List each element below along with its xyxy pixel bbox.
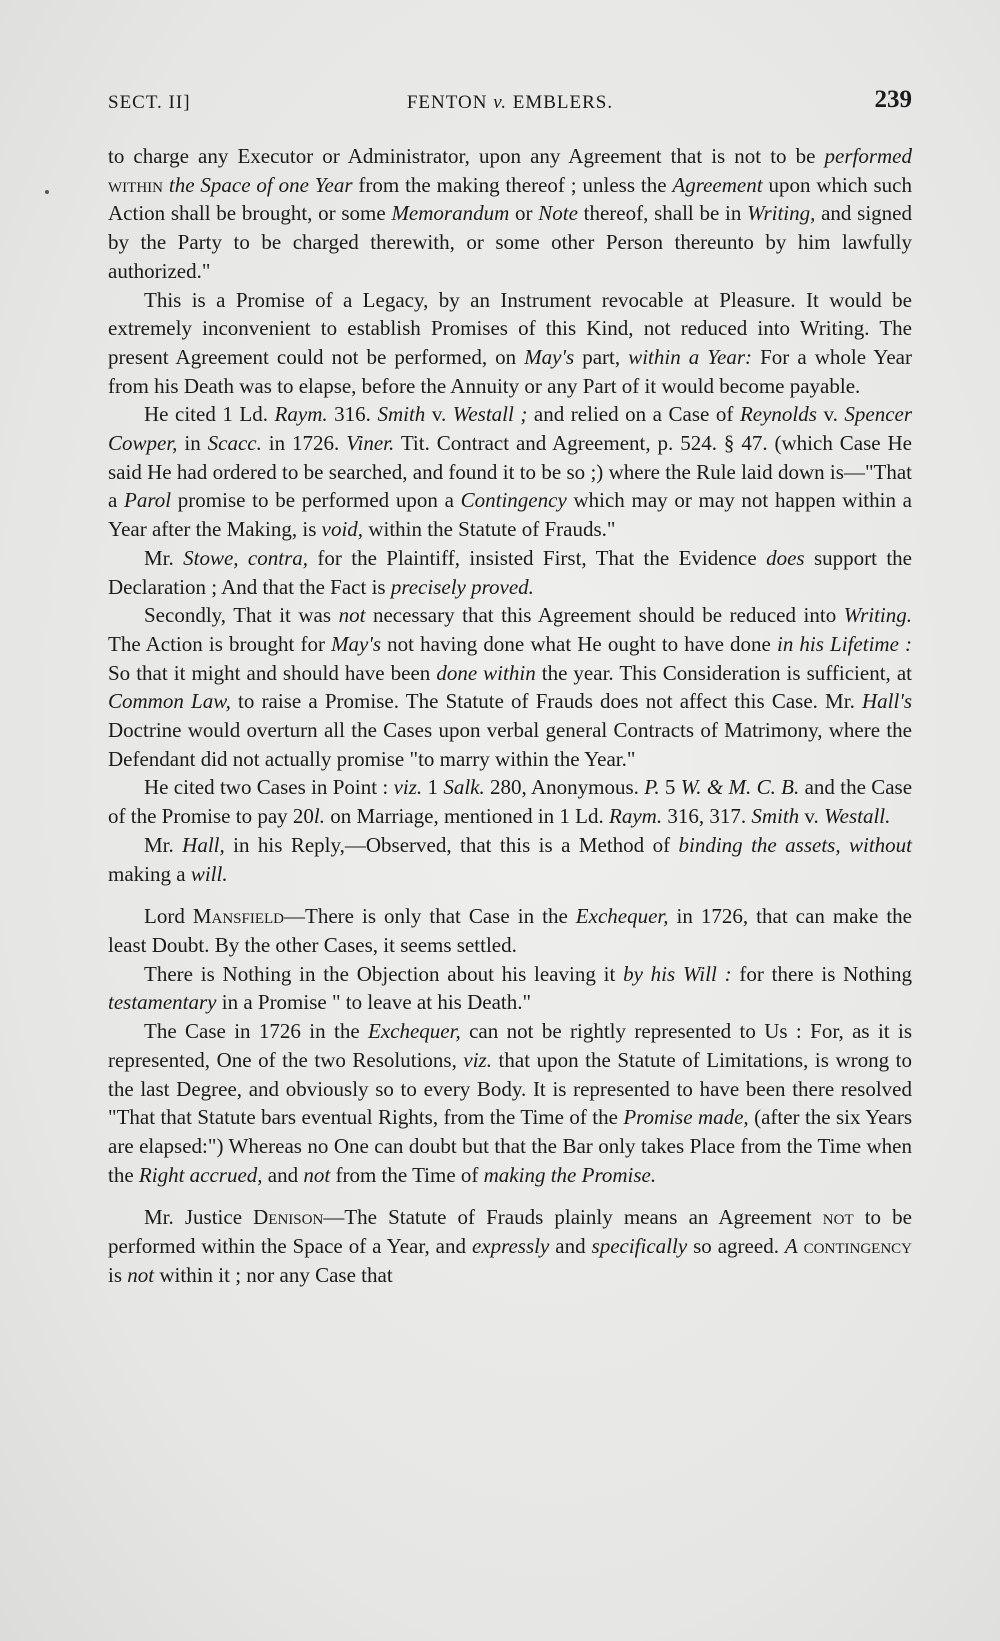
- paragraph-lord-mansfield: Lord Mansfield—There is only that Case in the Exchequer, in 1726, that can make the least Doubt. By the other Cases, it seems settled.: [108, 904, 912, 957]
- paragraph-justice-denison: Mr. Justice Denison—The Statute of Frauds plainly means an Agreement not to be performed within the Space of a Year, and expressly and specifically so agreed. A contingency is not within it ; nor any Case that: [108, 1205, 912, 1287]
- paragraph-objection-will: There is Nothing in the Objection about his leaving it by his Will : for there is Nothing testamentary in a Promise " to leave at his Death.": [108, 961, 912, 1015]
- paragraph-cases-in-point: He cited two Cases in Point : viz. 1 Salk. 280, Anonymous. P. 5 W. & M. C. B. and the Case of the Promise to pay 20l. on Marriage, mentioned in 1 Ld. Raym. 316, 317. Smith v. Westall.: [108, 775, 913, 829]
- page-number: 239: [874, 86, 912, 113]
- main-text: [108, 142, 912, 1289]
- section-label: SECT. II]: [108, 92, 191, 113]
- paragraph-statute-quote: to charge any Executor or Administrator, upon any Agreement that is not to be performed within the Space of one Year from the making thereof ; unless the Agreement upon which such Action shall be brought, or some Memorandum or Note thereof, shall be in Writing, and signed by the Party to be charged therewith, or some other Person thereunto by him lawfully authorized.": [108, 144, 912, 283]
- margin-speck: [45, 190, 49, 194]
- paragraph-cited-cases: He cited 1 Ld. Raym. 316. Smith v. Westall ; and relied on a Case of Reynolds v. Spencer Cowper, in Scacc. in 1726. Viner. Tit. Contract and Agreement, p. 524. § 47. (which Case He said He had ordered to be searched, and found it to be so ;) where the Rule laid down is—"That a Parol promise to be performed upon a Contingency which may or may not happen within a Year after the Making, is void, within the Statute of Frauds.": [108, 402, 913, 542]
- paragraph-hall-reply: Mr. Hall, in his Reply,—Observed, that this is a Method of binding the assets, without making a will.: [108, 832, 912, 886]
- paragraph-legacy-promise: This is a Promise of a Legacy, by an Instrument revocable at Pleasure. It would be extremely inconvenient to establish Promises of this Kind, not reduced into Writing. The present Agreement could not be performed, on May's part, within a Year: For a whole Year from his Death was to elapse, before the Annuity or any Part of it would become payable.: [108, 287, 913, 398]
- paragraph-case-1726: The Case in 1726 in the Exchequer, can not be rightly represented to Us : For, as it is represented, One of the two Resolutions, viz. that upon the Statute of Limitations, is wrong to the last Degree, and obviously so to every Body. It is represented to have been there resolved "That that Statute bars eventual Rights, from the Time of the Promise made, (after the six Years are elapsed:") Whereas no One can doubt but that the Bar only takes Place from the Time when the Right accrued, and not from the Time of making the Promise.: [108, 1019, 912, 1187]
- running-header: [108, 86, 912, 122]
- case-caption: FENTON v. EMBLERS.: [406, 92, 614, 113]
- paragraph-stowe-contra: Mr. Stowe, contra, for the Plaintiff, insisted First, That the Evidence does support the Declaration ; And that the Fact is precisely proved.: [108, 545, 912, 599]
- paragraph-secondly: Secondly, That it was not necessary that this Agreement should be reduced into Writing. The Action is brought for May's not having done what He ought to have done in his Lifetime : So that it might and should have been done within the year. This Consideration is sufficient, at Common Law, to raise a Promise. The Statute of Frauds does not affect this Case. Mr. Hall's Doctrine would overturn all the Cases upon verbal general Contracts of Matrimony, where the Defendant did not actually promise "to marry within the Year.": [108, 603, 912, 771]
